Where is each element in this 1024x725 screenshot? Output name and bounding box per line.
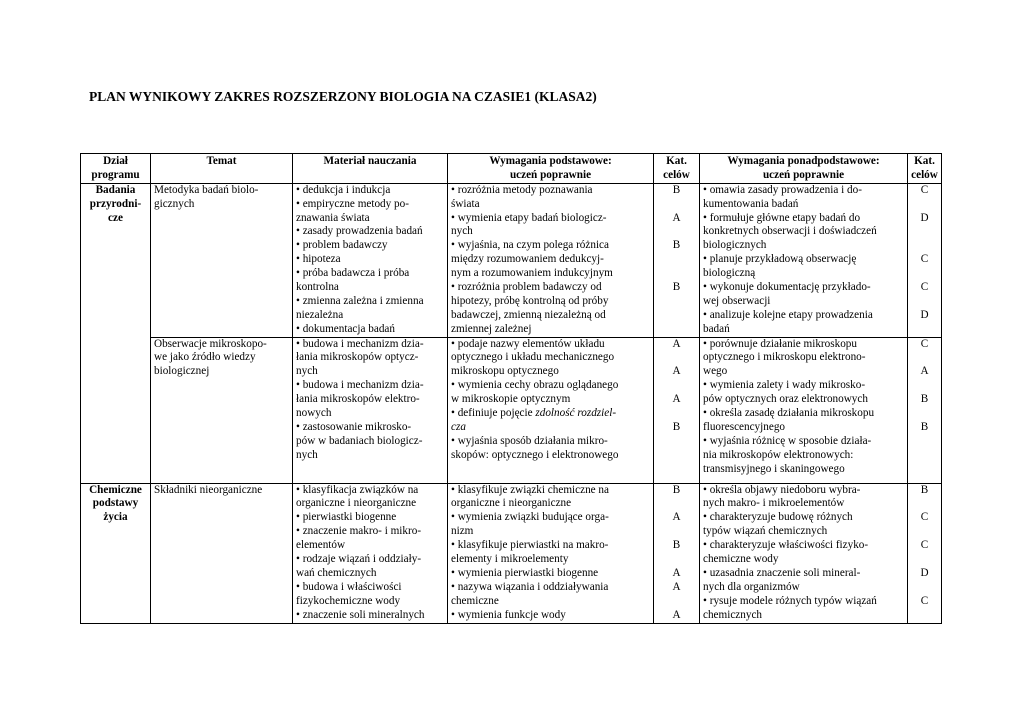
kat-cell: B A B B <box>654 183 700 337</box>
table-row <box>81 183 942 337</box>
header-row <box>81 154 942 184</box>
wymagania-podstawowe-cell: • rozróżnia metody poznawania świata • wymienia etapy badań biologicz- nych • wyjaśnia, na czym polega różnica między rozumowaniem dedukcyj- nym a rozumowaniem indukcyjnym • rozróżnia problem badawczy od hipotezy, próbę kontrolną od próby badawczej, zmienną niezależną od zmiennej zależnej <box>448 183 654 337</box>
header-kat-1: Kat. celów <box>654 154 700 184</box>
wymagania-podstawowe-cell: • klasyfikuje związki chemiczne na organiczne i nieorganiczne • wymienia związki budujące orga- nizm • klasyfikuje pierwiastki na makro- elementy i mikroelementy • wymienia pierwiastki biogenne • nazywa wiązania i oddziaływania chemiczne • wymienia funkcje wody <box>448 483 654 623</box>
plan-table <box>80 153 942 624</box>
material-cell: • dedukcja i indukcja • empiryczne metody po- znawania świata • zasady prowadzenia badań • problem badawczy • hipoteza • próba badawcza i próba kontrolna • zmienna zależna i zmienna niezależna • dokumentacja badań <box>293 183 448 337</box>
header-material: Materiał nauczania <box>293 154 448 184</box>
kat-cell: C A B B <box>908 337 942 483</box>
wymagania-ponadpodstawowe-cell: • omawia zasady prowadzenia i do- kumentowania badań • formułuje główne etapy badań do konkretnych obserwacji i doświadczeń biologicznych • planuje przykładową obserwację biologiczną • wykonuje dokumentację przykłado- wej obserwacji • analizuje kolejne etapy prowadzenia badań <box>700 183 908 337</box>
temat-cell: Metodyka badań biolo- gicznych <box>151 183 293 337</box>
kat-cell: A A A B <box>654 337 700 483</box>
header-kat-2: Kat. celów <box>908 154 942 184</box>
temat-cell: Składniki nieorganiczne <box>151 483 293 623</box>
wymagania-podstawowe-cell: • podaje nazwy elementów układu optycznego i układu mechanicznego mikroskopu optycznego • wymienia cechy obrazu oglądanego w mikroskopie optycznym • definiuje pojęcie zdolność rozdziel- cza • wyjaśnia sposób działania mikro- skopów: optycznego i elektronowego <box>448 337 654 483</box>
wymagania-ponadpodstawowe-cell: • porównuje działanie mikroskopu optycznego i mikroskopu elektrono- wego • wymienia zalety i wady mikrosko- pów optycznych oraz elektronowych • określa zasadę działania mikroskopu fluorescencyjnego • wyjaśnia różnicę w sposobie działa- nia mikroskopów elektronowych: transmisyjnego i skaningowego <box>700 337 908 483</box>
material-cell: • klasyfikacja związków na organiczne i nieorganiczne • pierwiastki biogenne • znaczenie makro- i mikro- elementów • rodzaje wiązań i oddziały- wań chemicznych • budowa i właściwości fizykochemiczne wody • znaczenie soli mineralnych <box>293 483 448 623</box>
kat-cell: C D C C D <box>908 183 942 337</box>
header-dzial: Dział programu <box>81 154 151 184</box>
kat-cell: B A B A A A <box>654 483 700 623</box>
header-wymagania-ponadpodstawowe: Wymagania ponadpodstawowe: uczeń poprawnie <box>700 154 908 184</box>
table-row <box>81 483 942 623</box>
page-title: PLAN WYNIKOWY ZAKRES ROZSZERZONY BIOLOGIA NA CZASIE1 (KLASA2) <box>89 89 597 104</box>
header-temat: Temat <box>151 154 293 184</box>
wymagania-ponadpodstawowe-cell: • określa objawy niedoboru wybra- nych makro- i mikroelementów • charakteryzuje budowę różnych typów wiązań chemicznych • charakteryzuje właściwości fizyko- chemiczne wody • uzasadnia znaczenie soli mineral- nych dla organizmów • rysuje modele różnych typów wiązań chemicznych <box>700 483 908 623</box>
section-cell: Chemiczne podstawy życia <box>81 483 151 623</box>
table-row <box>81 337 942 483</box>
temat-cell: Obserwacje mikroskopo- we jako źródło wiedzy biologicznej <box>151 337 293 483</box>
kat-cell: B C C D C <box>908 483 942 623</box>
material-cell: • budowa i mechanizm dzia- łania mikroskopów optycz- nych • budowa i mechanizm dzia- łania mikroskopów elektro- nowych • zastosowanie mikrosko- pów w badaniach biologicz- nych <box>293 337 448 483</box>
section-cell: Badania przyrodni- cze <box>81 183 151 483</box>
header-wymagania-podstawowe: Wymagania podstawowe: uczeń poprawnie <box>448 154 654 184</box>
